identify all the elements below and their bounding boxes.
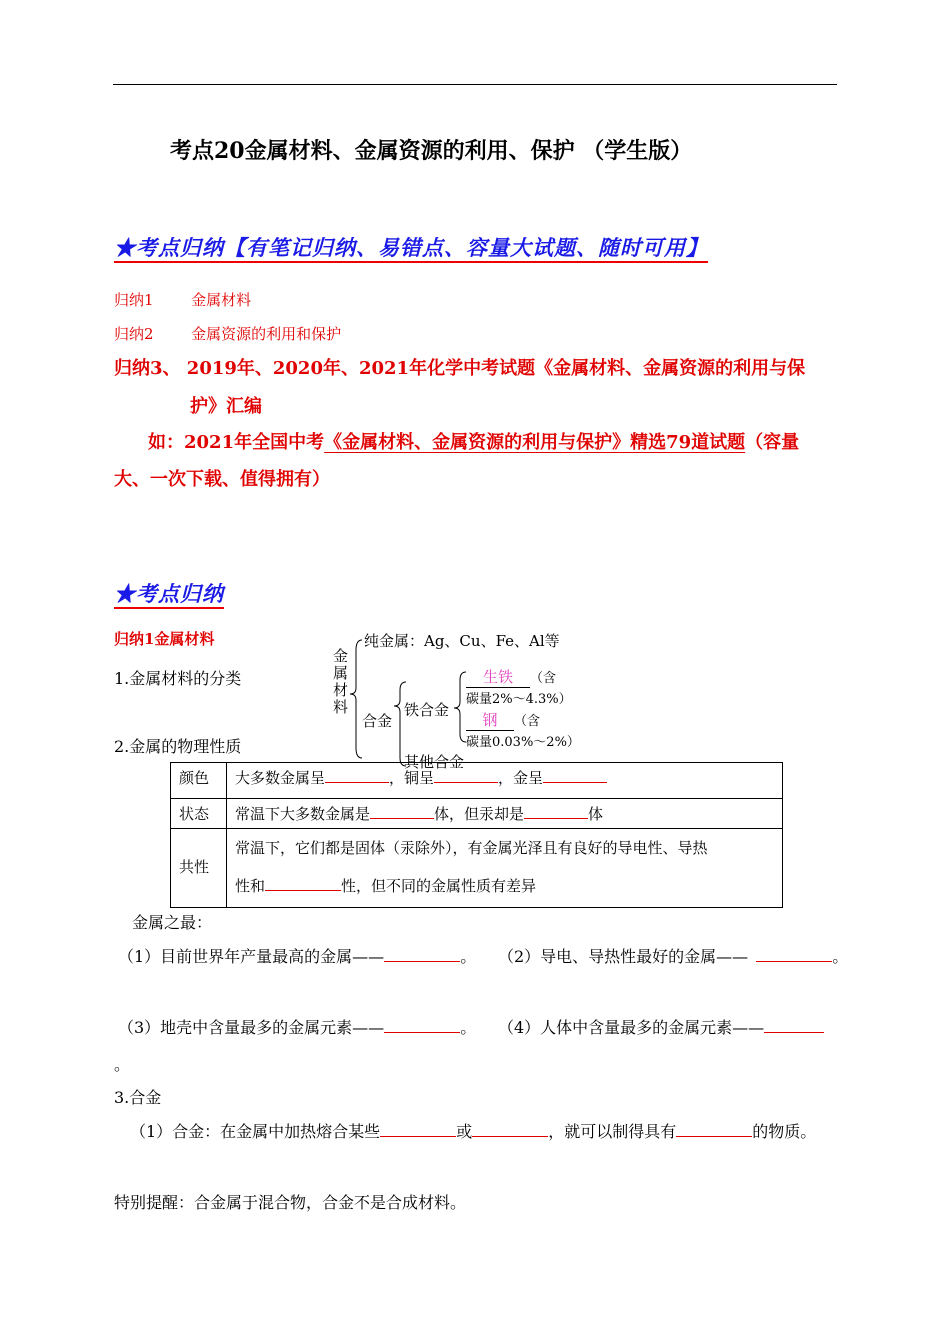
promo-link[interactable]: 《金属材料、金属资源的利用与保护》精选79道试题 (324, 432, 746, 453)
diagram-iron-alloy: 铁合金 (404, 701, 450, 719)
summary-item-2-text: 金属资源的利用和保护 (191, 325, 342, 343)
sub-heading-metal-materials: 归纳1金属材料 (114, 630, 215, 648)
blank-field[interactable] (472, 1122, 548, 1137)
question-4: （4）人体中含量最多的金属元素—— (498, 1015, 824, 1038)
blank-field[interactable] (756, 947, 832, 962)
blank-field[interactable] (543, 768, 607, 783)
section-heading-knowledge: ★考点归纳 (114, 581, 224, 606)
diagram-pig-iron-note1: （含 (530, 671, 557, 686)
table-label-state: 状态 (179, 805, 210, 823)
blank-field[interactable] (524, 804, 588, 819)
table-cell-common-line1: 常温下，它们都是固体（汞除外），有金属光泽且有良好的导电性、导热 (235, 839, 708, 857)
section-heading-summary: ★考点归纳【有笔记归纳、易错点、容量大试题、随时可用】 (114, 235, 708, 260)
alloy-definition: （1）合金：在金属中加热熔合某些 或 ，就可以制得具有 的物质。 (130, 1122, 817, 1141)
properties-table (170, 762, 783, 908)
summary-item-3-line1: 归纳3、 2019年、2020年、2021年化学中考试题《金属材料、金属资源的利用与保 (114, 358, 806, 379)
question-1: （1）目前世界年产量最高的金属—— 。 (118, 947, 477, 966)
table-row-divider-2 (171, 828, 782, 829)
promo-line2: 大、一次下载、值得拥有） (114, 469, 330, 490)
diagram-other-alloy: 其他合金 (404, 753, 465, 771)
diagram-steel-row (466, 709, 540, 731)
blank-field[interactable] (370, 804, 434, 819)
header-rule (113, 84, 837, 85)
summary-item-1-text: 金属材料 (191, 291, 252, 309)
diagram-steel-note1: （含 (514, 714, 541, 729)
question-4-period: 。 (114, 1055, 131, 1074)
blank-field[interactable] (434, 768, 498, 783)
summary-item-3-line2: 护》汇编 (190, 396, 262, 417)
promo-suffix: （容量 (745, 432, 800, 453)
summary-item-2-num: 归纳2 (114, 325, 154, 343)
diagram-steel-note2: 碳量0.03%～2%） (466, 735, 580, 750)
diagram-pig-iron-row (466, 666, 556, 688)
diagram-pig-iron-note2: 碳量2%～4.3%） (466, 692, 572, 707)
blank-field[interactable] (384, 947, 460, 962)
page-title: 考点20金属材料、金属资源的利用、保护 （学生版） (170, 138, 693, 164)
diagram-alloy: 合金 (362, 712, 393, 730)
alloy-section-label: 3.合金 (114, 1088, 162, 1107)
blank-field[interactable] (265, 876, 341, 891)
table-cell-color: 大多数金属呈 ，铜呈 ，金呈 (235, 767, 607, 788)
table-row-divider-1 (171, 798, 782, 799)
diagram-steel: 钢 (466, 709, 514, 731)
special-reminder: 特别提醒：合金属于混合物，合金不是合成材料。 (114, 1193, 467, 1212)
blank-field[interactable] (764, 1018, 824, 1033)
table-label-color: 颜色 (179, 769, 210, 787)
question-2: （2）导电、导热性最好的金属—— 。 (498, 947, 849, 966)
blank-field[interactable] (380, 1122, 456, 1137)
table-cell-common-line2: 性和 性，但不同的金属性质有差异 (235, 877, 537, 895)
metal-classification-label: 1.金属材料的分类 (114, 669, 242, 688)
physical-properties-label: 2.金属的物理性质 (114, 737, 242, 756)
blank-field[interactable] (325, 768, 389, 783)
table-cell-state: 常温下大多数金属是 体，但汞却是 体 (235, 805, 604, 823)
blank-field[interactable] (676, 1122, 752, 1137)
table-label-common: 共性 (179, 858, 210, 876)
table-column-divider (226, 763, 227, 907)
diagram-root: 金 属 材 料 (333, 647, 349, 716)
summary-item-1 (114, 289, 251, 310)
diagram-pig-iron: 生铁 (466, 666, 530, 688)
summary-item-2 (114, 323, 341, 344)
question-3: （3）地壳中含量最多的金属元素—— 。 (118, 1018, 477, 1037)
diagram-pure-metal: 纯金属：Ag、Cu、Fe、Al等 (364, 632, 560, 650)
summary-item-1-num: 归纳1 (114, 291, 154, 309)
metals-most-label: 金属之最： (132, 913, 213, 932)
blank-field[interactable] (384, 1018, 460, 1033)
promo-prefix: 如：2021年全国中考 (148, 432, 325, 453)
promo-line1 (148, 428, 799, 454)
